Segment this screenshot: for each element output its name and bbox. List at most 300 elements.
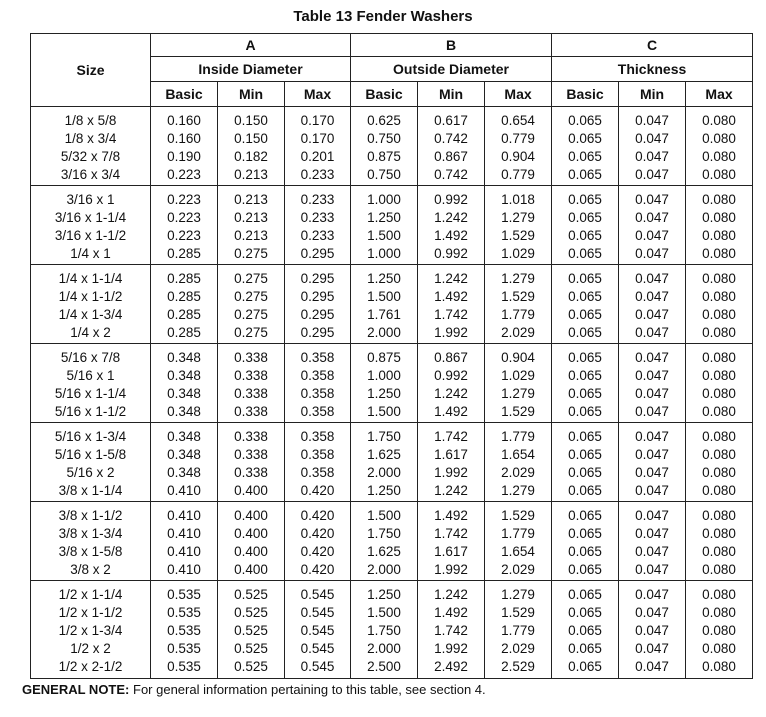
b-min-value: 0.617: [434, 113, 468, 128]
c-max-column-cell: [686, 107, 753, 186]
c-max-value: 0.080: [702, 659, 736, 674]
b-min-value: 1.242: [434, 271, 468, 286]
a-max-value: 0.201: [300, 149, 335, 164]
b-max-value: 1.529: [501, 605, 535, 620]
a-basic-value: 0.348: [167, 350, 201, 365]
c-max-column-cell: [686, 423, 753, 502]
b-basic-value: 0.625: [367, 113, 401, 128]
a-min-value: 0.150: [234, 113, 268, 128]
a-min-value: 0.275: [234, 246, 268, 261]
c-min-column-cell: [619, 581, 686, 679]
size-value: 5/16 x 7/8: [60, 350, 121, 365]
b-max-value: 1.654: [501, 447, 535, 462]
b-max-column-cell: [485, 581, 552, 679]
a-min-column-cell: [218, 502, 285, 581]
size-value: 3/8 x 1-1/4: [58, 483, 123, 498]
b-basic-value: 1.250: [367, 587, 401, 602]
a-max-column-cell: [285, 107, 351, 186]
a-min-value: 0.400: [234, 508, 268, 523]
a-basic-value: 0.190: [167, 149, 201, 164]
b-basic-value: 1.250: [367, 386, 401, 401]
c-min-column-cell: [619, 423, 686, 502]
b-min-value: 1.242: [434, 210, 468, 225]
c-max-value: 0.080: [702, 465, 736, 480]
table-row-group: [31, 186, 753, 265]
a-min-value: 0.338: [234, 447, 268, 462]
b-max-value: 1.279: [501, 271, 535, 286]
a-max-column-cell: [285, 186, 351, 265]
b-min-value: 1.742: [434, 429, 468, 444]
c-basic-column-cell: [552, 265, 619, 344]
c-min-value: 0.047: [635, 149, 669, 164]
a-max-value: 0.545: [300, 623, 335, 638]
a-basic-column-cell: [151, 502, 218, 581]
c-min-value: 0.047: [635, 659, 669, 674]
b-min-column-cell: [418, 107, 485, 186]
b-max-value: 1.529: [501, 404, 535, 419]
b-basic-value: 1.000: [367, 368, 401, 383]
size-value: 3/16 x 3/4: [60, 167, 121, 182]
a-basic-value: 0.285: [167, 246, 201, 261]
c-min-value: 0.047: [635, 228, 669, 243]
a-max-value: 0.170: [300, 113, 335, 128]
b-min-value: 1.992: [434, 325, 468, 340]
a-max-value: 0.420: [300, 526, 335, 541]
b-max-column-cell: [485, 265, 552, 344]
table-row-group: [31, 502, 753, 581]
b-min-value: 1.617: [434, 544, 468, 559]
b-max-value: 1.279: [501, 386, 535, 401]
size-value: 5/16 x 1-1/2: [54, 404, 127, 419]
size-header: Size: [31, 34, 151, 107]
c-min-value: 0.047: [635, 246, 669, 261]
c-max-value: 0.080: [702, 544, 736, 559]
c-min-header: Min: [619, 82, 686, 107]
b-min-value: 0.867: [434, 149, 468, 164]
a-basic-value: 0.348: [167, 386, 201, 401]
b-max-value: 1.018: [501, 192, 535, 207]
a-max-column-cell: [285, 423, 351, 502]
b-basic-value: 2.000: [367, 465, 401, 480]
c-min-value: 0.047: [635, 465, 669, 480]
b-basic-value: 1.750: [367, 623, 401, 638]
size-value: 1/2 x 1-1/4: [58, 587, 123, 602]
c-basic-value: 0.065: [568, 641, 602, 656]
b-min-value: 1.242: [434, 483, 468, 498]
b-max-value: 2.029: [501, 641, 535, 656]
a-min-value: 0.275: [234, 307, 268, 322]
b-max-value: 2.529: [501, 659, 535, 674]
c-min-value: 0.047: [635, 429, 669, 444]
c-min-value: 0.047: [635, 192, 669, 207]
b-basic-value: 1.625: [367, 544, 401, 559]
c-max-value: 0.080: [702, 246, 736, 261]
c-min-value: 0.047: [635, 210, 669, 225]
b-min-value: 1.492: [434, 404, 468, 419]
b-basic-value: 2.000: [367, 641, 401, 656]
a-min-value: 0.213: [234, 210, 268, 225]
a-basic-value: 0.160: [167, 113, 201, 128]
c-basic-value: 0.065: [568, 113, 602, 128]
c-basic-value: 0.065: [568, 544, 602, 559]
a-min-value: 0.338: [234, 350, 268, 365]
a-basic-value: 0.223: [167, 167, 201, 182]
b-min-value: 1.242: [434, 587, 468, 602]
b-basic-column-cell: [351, 265, 418, 344]
a-basic-value: 0.285: [167, 271, 201, 286]
c-basic-value: 0.065: [568, 246, 602, 261]
a-min-value: 0.338: [234, 386, 268, 401]
a-basic-value: 0.285: [167, 325, 201, 340]
size-value: 1/8 x 3/4: [64, 131, 117, 146]
size-value: 3/16 x 1: [66, 192, 115, 207]
c-basic-column-cell: [552, 581, 619, 679]
a-basic-value: 0.410: [167, 483, 201, 498]
c-min-value: 0.047: [635, 131, 669, 146]
c-min-column-cell: [619, 107, 686, 186]
b-max-value: 1.029: [501, 246, 535, 261]
b-min-value: 2.492: [434, 659, 468, 674]
outside-diameter-header: Outside Diameter: [351, 57, 552, 82]
a-max-value: 0.358: [300, 386, 335, 401]
a-max-value: 0.295: [300, 246, 335, 261]
size-value: 3/16 x 1-1/4: [54, 210, 127, 225]
size-value: 5/32 x 7/8: [60, 149, 121, 164]
size-value: 1/2 x 1-1/2: [58, 605, 123, 620]
c-min-value: 0.047: [635, 307, 669, 322]
c-basic-value: 0.065: [568, 307, 602, 322]
b-min-column-cell: [418, 344, 485, 423]
a-basic-value: 0.410: [167, 526, 201, 541]
c-max-value: 0.080: [702, 404, 736, 419]
a-basic-value: 0.535: [167, 605, 201, 620]
b-min-column-cell: [418, 423, 485, 502]
a-min-value: 0.525: [234, 587, 268, 602]
a-min-value: 0.275: [234, 325, 268, 340]
a-basic-value: 0.348: [167, 447, 201, 462]
b-max-value: 1.529: [501, 508, 535, 523]
c-basic-value: 0.065: [568, 404, 602, 419]
b-max-value: 1.779: [501, 526, 535, 541]
b-min-value: 1.492: [434, 605, 468, 620]
b-max-value: 1.279: [501, 210, 535, 225]
a-max-header: Max: [285, 82, 351, 107]
c-max-value: 0.080: [702, 526, 736, 541]
c-min-value: 0.047: [635, 404, 669, 419]
b-basic-value: 2.000: [367, 562, 401, 577]
a-basic-value: 0.535: [167, 587, 201, 602]
c-min-value: 0.047: [635, 386, 669, 401]
b-max-value: 0.904: [501, 149, 535, 164]
b-max-value: 0.779: [501, 167, 535, 182]
table-body: [31, 107, 753, 679]
a-min-value: 0.275: [234, 289, 268, 304]
size-value: 1/8 x 5/8: [64, 113, 117, 128]
a-basic-column-cell: [151, 423, 218, 502]
a-basic-value: 0.285: [167, 289, 201, 304]
a-min-value: 0.338: [234, 368, 268, 383]
table-row-group: [31, 423, 753, 502]
b-min-value: 1.992: [434, 562, 468, 577]
b-basic-value: 1.000: [367, 192, 401, 207]
size-column-cell: [31, 502, 151, 581]
size-value: 3/8 x 1-3/4: [58, 526, 123, 541]
c-max-value: 0.080: [702, 483, 736, 498]
c-basic-column-cell: [552, 502, 619, 581]
b-max-header: Max: [485, 82, 552, 107]
c-max-value: 0.080: [702, 623, 736, 638]
c-max-value: 0.080: [702, 167, 736, 182]
a-max-column-cell: [285, 344, 351, 423]
c-max-value: 0.080: [702, 587, 736, 602]
a-min-value: 0.400: [234, 483, 268, 498]
c-basic-value: 0.065: [568, 429, 602, 444]
b-basic-value: 1.500: [367, 508, 401, 523]
c-basic-value: 0.065: [568, 149, 602, 164]
c-basic-value: 0.065: [568, 350, 602, 365]
a-min-value: 0.525: [234, 641, 268, 656]
b-min-value: 1.617: [434, 447, 468, 462]
b-min-value: 1.742: [434, 307, 468, 322]
b-min-value: 1.992: [434, 465, 468, 480]
a-basic-column-cell: [151, 265, 218, 344]
a-basic-value: 0.223: [167, 210, 201, 225]
a-min-value: 0.150: [234, 131, 268, 146]
size-value: 5/16 x 1-5/8: [54, 447, 127, 462]
c-basic-column-cell: [552, 186, 619, 265]
c-basic-value: 0.065: [568, 508, 602, 523]
c-max-value: 0.080: [702, 289, 736, 304]
c-max-column-cell: [686, 265, 753, 344]
group-a-letter: A: [151, 34, 351, 57]
c-max-value: 0.080: [702, 271, 736, 286]
c-basic-value: 0.065: [568, 587, 602, 602]
a-max-value: 0.295: [300, 325, 335, 340]
a-max-value: 0.170: [300, 131, 335, 146]
a-min-value: 0.338: [234, 404, 268, 419]
a-basic-value: 0.348: [167, 465, 201, 480]
a-max-value: 0.545: [300, 641, 335, 656]
b-min-value: 0.867: [434, 350, 468, 365]
c-min-value: 0.047: [635, 447, 669, 462]
c-max-column-cell: [686, 344, 753, 423]
a-min-value: 0.213: [234, 167, 268, 182]
group-b-letter: B: [351, 34, 552, 57]
b-min-column-cell: [418, 581, 485, 679]
table-row-group: [31, 107, 753, 186]
table-row-group: [31, 265, 753, 344]
c-min-value: 0.047: [635, 562, 669, 577]
a-min-column-cell: [218, 107, 285, 186]
c-min-value: 0.047: [635, 623, 669, 638]
a-min-value: 0.213: [234, 192, 268, 207]
a-min-column-cell: [218, 265, 285, 344]
size-value: 3/8 x 1-1/2: [58, 508, 123, 523]
c-basic-value: 0.065: [568, 289, 602, 304]
b-max-column-cell: [485, 502, 552, 581]
c-max-value: 0.080: [702, 210, 736, 225]
b-min-value: 0.742: [434, 131, 468, 146]
a-max-value: 0.233: [300, 228, 335, 243]
c-min-value: 0.047: [635, 526, 669, 541]
a-basic-value: 0.348: [167, 404, 201, 419]
size-value: 1/2 x 2: [70, 641, 111, 656]
c-max-value: 0.080: [702, 386, 736, 401]
b-max-column-cell: [485, 107, 552, 186]
c-max-value: 0.080: [702, 228, 736, 243]
c-min-value: 0.047: [635, 605, 669, 620]
c-basic-column-cell: [552, 107, 619, 186]
c-max-value: 0.080: [702, 429, 736, 444]
c-max-value: 0.080: [702, 149, 736, 164]
b-max-value: 1.279: [501, 587, 535, 602]
a-min-value: 0.182: [234, 149, 268, 164]
c-basic-value: 0.065: [568, 465, 602, 480]
c-min-value: 0.047: [635, 483, 669, 498]
a-basic-header: Basic: [151, 82, 218, 107]
c-max-value: 0.080: [702, 131, 736, 146]
a-max-value: 0.295: [300, 271, 335, 286]
b-max-value: 1.529: [501, 228, 535, 243]
size-value: 5/16 x 2: [66, 465, 115, 480]
c-max-value: 0.080: [702, 605, 736, 620]
b-min-value: 1.742: [434, 623, 468, 638]
a-basic-value: 0.410: [167, 508, 201, 523]
c-basic-value: 0.065: [568, 526, 602, 541]
b-basic-value: 1.500: [367, 228, 401, 243]
a-min-value: 0.338: [234, 429, 268, 444]
b-min-column-cell: [418, 502, 485, 581]
a-min-column-cell: [218, 186, 285, 265]
table-title: Table 13 Fender Washers: [293, 8, 473, 25]
c-max-value: 0.080: [702, 368, 736, 383]
size-value: 1/4 x 1-1/2: [58, 289, 123, 304]
b-max-value: 1.779: [501, 623, 535, 638]
b-basic-value: 0.750: [367, 167, 401, 182]
c-basic-column-cell: [552, 344, 619, 423]
a-max-column-cell: [285, 265, 351, 344]
c-max-value: 0.080: [702, 562, 736, 577]
a-basic-value: 0.410: [167, 544, 201, 559]
c-basic-value: 0.065: [568, 562, 602, 577]
b-basic-value: 1.500: [367, 289, 401, 304]
b-max-column-cell: [485, 344, 552, 423]
a-max-value: 0.420: [300, 562, 335, 577]
b-basic-value: 1.750: [367, 526, 401, 541]
b-min-value: 1.242: [434, 386, 468, 401]
c-max-value: 0.080: [702, 641, 736, 656]
c-min-column-cell: [619, 344, 686, 423]
a-max-value: 0.420: [300, 508, 335, 523]
b-min-column-cell: [418, 186, 485, 265]
b-max-value: 1.779: [501, 429, 535, 444]
c-min-value: 0.047: [635, 167, 669, 182]
b-max-value: 0.904: [501, 350, 535, 365]
b-min-value: 1.492: [434, 508, 468, 523]
b-max-value: 2.029: [501, 562, 535, 577]
a-max-value: 0.233: [300, 192, 335, 207]
a-min-value: 0.525: [234, 659, 268, 674]
a-basic-value: 0.535: [167, 623, 201, 638]
size-value: 5/16 x 1: [66, 368, 115, 383]
size-value: 5/16 x 1-3/4: [54, 429, 127, 444]
b-basic-column-cell: [351, 423, 418, 502]
b-basic-value: 0.750: [367, 131, 401, 146]
c-basic-value: 0.065: [568, 605, 602, 620]
inside-diameter-header: Inside Diameter: [151, 57, 351, 82]
size-column-cell: [31, 344, 151, 423]
b-basic-column-cell: [351, 186, 418, 265]
b-basic-value: 1.250: [367, 271, 401, 286]
b-max-value: 2.029: [501, 325, 535, 340]
size-value: 1/4 x 1: [70, 246, 111, 261]
c-min-column-cell: [619, 186, 686, 265]
c-min-value: 0.047: [635, 544, 669, 559]
a-max-value: 0.358: [300, 465, 335, 480]
c-max-value: 0.080: [702, 508, 736, 523]
size-value: 3/8 x 2: [70, 562, 111, 577]
b-max-value: 1.654: [501, 544, 535, 559]
c-max-header: Max: [686, 82, 753, 107]
a-min-header: Min: [218, 82, 285, 107]
c-min-value: 0.047: [635, 641, 669, 656]
b-basic-value: 1.500: [367, 605, 401, 620]
size-column-cell: [31, 107, 151, 186]
a-basic-value: 0.535: [167, 641, 201, 656]
b-min-value: 0.992: [434, 192, 468, 207]
a-basic-value: 0.223: [167, 192, 201, 207]
c-basic-value: 0.065: [568, 447, 602, 462]
a-min-column-cell: [218, 344, 285, 423]
b-max-column-cell: [485, 423, 552, 502]
size-value: 5/16 x 1-1/4: [54, 386, 127, 401]
c-basic-value: 0.065: [568, 228, 602, 243]
b-basic-column-cell: [351, 344, 418, 423]
c-max-value: 0.080: [702, 350, 736, 365]
a-min-value: 0.338: [234, 465, 268, 480]
a-max-value: 0.545: [300, 659, 335, 674]
a-min-value: 0.400: [234, 526, 268, 541]
a-basic-column-cell: [151, 344, 218, 423]
c-basic-value: 0.065: [568, 325, 602, 340]
group-c-letter: C: [552, 34, 753, 57]
size-value: 1/2 x 1-3/4: [58, 623, 123, 638]
b-min-value: 1.742: [434, 526, 468, 541]
b-basic-column-cell: [351, 107, 418, 186]
c-basic-value: 0.065: [568, 483, 602, 498]
a-basic-value: 0.285: [167, 307, 201, 322]
b-max-column-cell: [485, 186, 552, 265]
c-basic-value: 0.065: [568, 192, 602, 207]
general-note: [22, 682, 486, 697]
a-basic-column-cell: [151, 581, 218, 679]
a-max-value: 0.545: [300, 587, 335, 602]
a-max-value: 0.233: [300, 210, 335, 225]
a-max-value: 0.358: [300, 368, 335, 383]
a-basic-value: 0.223: [167, 228, 201, 243]
c-min-value: 0.047: [635, 508, 669, 523]
c-min-column-cell: [619, 265, 686, 344]
b-max-value: 1.779: [501, 307, 535, 322]
a-basic-value: 0.348: [167, 368, 201, 383]
a-max-value: 0.420: [300, 544, 335, 559]
a-max-value: 0.358: [300, 429, 335, 444]
c-basic-value: 0.065: [568, 623, 602, 638]
c-basic-value: 0.065: [568, 210, 602, 225]
c-min-value: 0.047: [635, 289, 669, 304]
c-min-value: 0.047: [635, 368, 669, 383]
c-min-column-cell: [619, 502, 686, 581]
